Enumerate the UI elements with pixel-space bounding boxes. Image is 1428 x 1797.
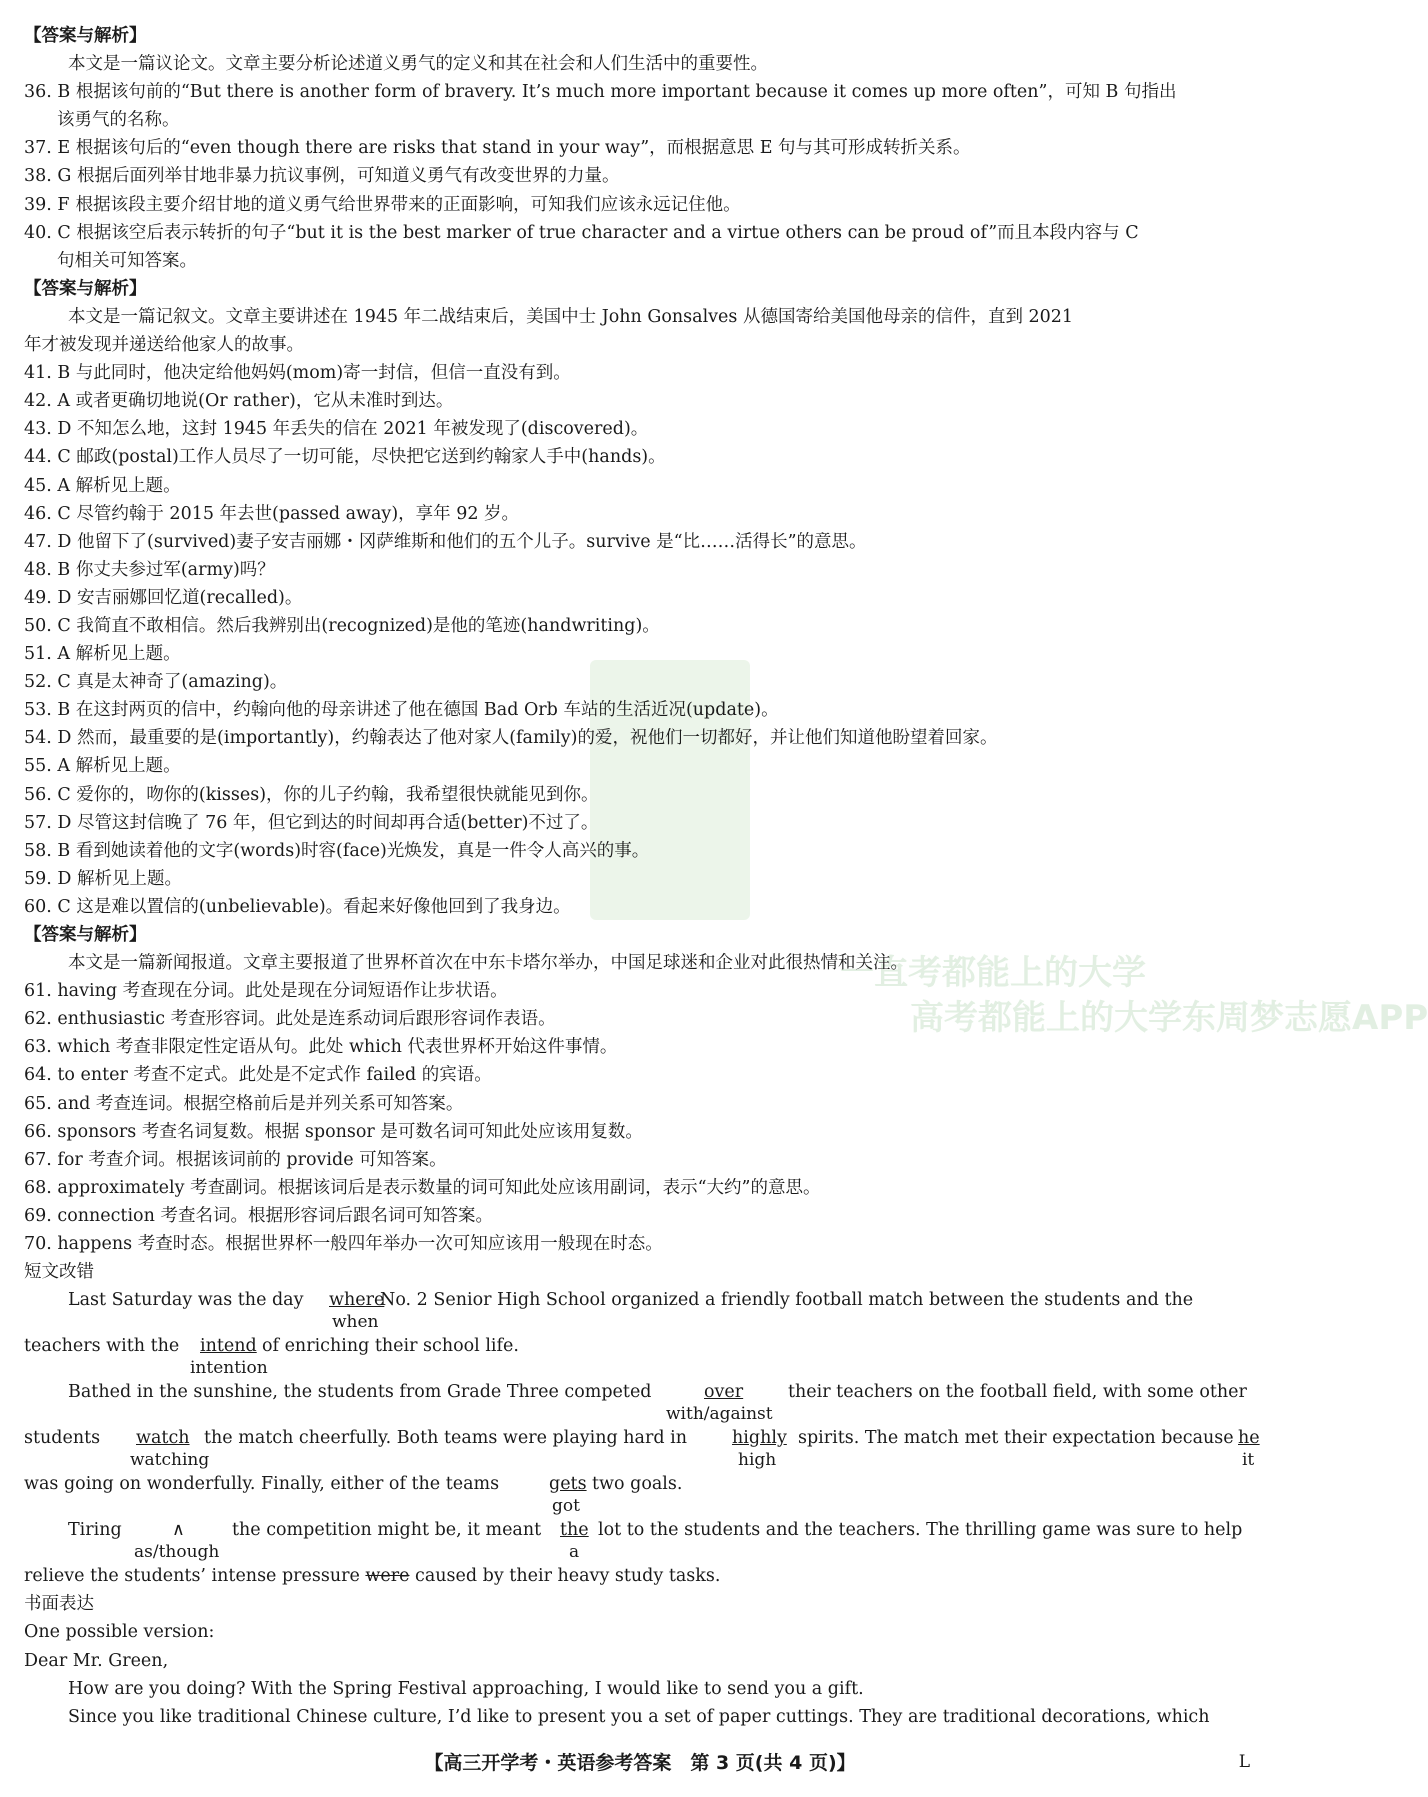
answer-item bbox=[24, 134, 1260, 162]
answer-item bbox=[24, 837, 1260, 865]
answer-item bbox=[24, 1005, 1260, 1033]
answer-number: 63. which bbox=[24, 1037, 111, 1058]
answer-item bbox=[24, 1061, 1260, 1089]
answer-number: 69. connection bbox=[24, 1205, 155, 1226]
answer-number: 68. approximately bbox=[24, 1177, 185, 1198]
answer-number: 47. D bbox=[24, 531, 72, 552]
correction-fix: it bbox=[1242, 1450, 1255, 1471]
answer-explanation: 真是太神奇了(amazing)。 bbox=[76, 672, 288, 693]
answer-explanation: 我简直不敢相信。然后我辨别出(recognized)是他的笔迹(handwriting)。 bbox=[76, 615, 660, 636]
writing-version: One possible version: bbox=[24, 1622, 215, 1643]
watermark-text: 一直考都能上的大学 bbox=[840, 953, 1146, 993]
answer-explanation: 然而，最重要的是(importantly)，约翰表达了他对家人(family)的爱，祝他们一切都好，并让他们知道他盼望着回家。 bbox=[77, 728, 998, 749]
correction-text: the competition might be, it meant bbox=[232, 1520, 542, 1541]
answer-item bbox=[24, 977, 1260, 1005]
answer-explanation: 或者更确切地说(Or rather)，它从未准时到达。 bbox=[75, 391, 454, 412]
section3-intro: 本文是一篇新闻报道。文章主要报道了世界杯首次在中东卡塔尔举办，中国足球迷和企业对此很热情和关注。 bbox=[68, 953, 908, 974]
page-content bbox=[24, 22, 1260, 1731]
answer-item bbox=[24, 472, 1260, 500]
answer-explanation: 考查形容词。此处是连系动词后跟形容词作表语。 bbox=[170, 1009, 556, 1030]
answer-item bbox=[24, 809, 1260, 837]
correction-error: over bbox=[704, 1382, 744, 1403]
answer-explanation: 看到她读着他的文字(words)时容(face)光焕发，真是一件令人高兴的事。 bbox=[75, 840, 650, 861]
correction-line-1 bbox=[24, 1286, 1260, 1332]
answer-item bbox=[24, 1033, 1260, 1061]
answer-explanation: 考查不定式。此处是不定式作 failed 的宾语。 bbox=[133, 1065, 492, 1086]
correction-text: of enriching their school life. bbox=[262, 1336, 519, 1357]
correction-fix: when bbox=[332, 1312, 379, 1333]
answer-number: 49. D bbox=[24, 587, 72, 608]
answer-explanation: 解析见上题。 bbox=[75, 475, 181, 496]
correction-line-4 bbox=[24, 1424, 1260, 1470]
answer-item bbox=[24, 528, 1260, 556]
answer-number: 43. D bbox=[24, 419, 72, 440]
answer-explanation: 考查连词。根据空格前后是并列关系可知答案。 bbox=[95, 1093, 464, 1114]
answer-explanation: 考查介词。根据该词前的 provide 可知答案。 bbox=[88, 1149, 447, 1170]
correction-text: Last Saturday was the day bbox=[68, 1290, 304, 1311]
writing-paragraph-1: How are you doing? With the Spring Festival approaching, I would like to send you a gift. bbox=[68, 1678, 864, 1699]
section1-intro: 本文是一篇议论文。文章主要分析论述道义勇气的定义和其在社会和人们生活中的重要性。 bbox=[68, 54, 768, 75]
answer-number: 70. happens bbox=[24, 1234, 133, 1255]
answer-item bbox=[24, 1090, 1260, 1118]
correction-text: was going on wonderfully. Finally, either of the teams bbox=[24, 1474, 500, 1495]
answer-item bbox=[24, 696, 1260, 724]
footer-mark: L bbox=[1238, 1752, 1250, 1772]
answer-explanation: 安吉丽娜回忆道(recalled)。 bbox=[77, 587, 303, 608]
correction-fix: as/though bbox=[134, 1542, 220, 1563]
answer-explanation: 他留下了(survived)妻子安吉丽娜・冈萨维斯和他们的五个儿子。survive 是“比……活得长”的意思。 bbox=[77, 531, 867, 552]
insert-caret: ∧ bbox=[172, 1520, 185, 1541]
answer-item bbox=[24, 219, 1260, 247]
correction-fix: watching bbox=[130, 1450, 210, 1471]
correction-line-6 bbox=[24, 1516, 1260, 1562]
answer-explanation: 解析见上题。 bbox=[75, 644, 181, 665]
correction-text: Bathed in the sunshine, the students from Grade Three competed bbox=[68, 1382, 652, 1403]
answer-explanation: 考查名词复数。根据 sponsor 是可数名词可知此处应该用复数。 bbox=[141, 1121, 643, 1142]
answer-number: 42. A bbox=[24, 391, 71, 412]
section1-answers bbox=[24, 78, 1260, 275]
correction-error: the bbox=[560, 1520, 589, 1541]
answer-number: 62. enthusiastic bbox=[24, 1009, 166, 1030]
answer-item bbox=[24, 78, 1260, 106]
answer-number: 58. B bbox=[24, 840, 71, 861]
answer-number: 53. B bbox=[24, 700, 71, 721]
answer-explanation: 考查现在分词。此处是现在分词短语作让步状语。 bbox=[122, 981, 508, 1002]
answer-item bbox=[24, 162, 1260, 190]
answer-number: 55. A bbox=[24, 756, 71, 777]
answer-explanation: 解析见上题。 bbox=[77, 868, 183, 889]
writing-heading: 书面表达 bbox=[24, 1594, 94, 1615]
page-footer: 【高三开学考・英语参考答案 第 3 页(共 4 页)】 bbox=[424, 1752, 856, 1774]
correction-line-3 bbox=[24, 1378, 1260, 1424]
answer-number: 67. for bbox=[24, 1149, 83, 1170]
section2-intro: 本文是一篇记叙文。文章主要讲述在 1945 年二战结束后，美国中士 John Gonsalves 从德国寄给美国他母亲的信件，直到 2021 bbox=[68, 306, 1074, 327]
answer-item bbox=[24, 668, 1260, 696]
answer-explanation: 根据该空后表示转折的句子“but it is the best marker of true character and a virtue others can be proud of”而且本段内容与 C bbox=[76, 222, 1139, 243]
answer-number: 50. C bbox=[24, 615, 71, 636]
answer-explanation: 不知怎么地，这封 1945 年丢失的信在 2021 年被发现了(discovered)。 bbox=[77, 419, 649, 440]
answer-item bbox=[24, 893, 1260, 921]
answer-explanation: 根据后面列举甘地非暴力抗议事例，可知道义勇气有改变世界的力量。 bbox=[76, 166, 620, 187]
correction-text: teachers with the bbox=[24, 1336, 180, 1357]
answer-item bbox=[24, 1202, 1260, 1230]
answer-explanation-cont: 句相关可知答案。 bbox=[57, 250, 197, 271]
writing-paragraph-2: Since you like traditional Chinese culture, I’d like to present you a set of paper cuttings. They are traditional decorations, which bbox=[68, 1706, 1210, 1727]
correction-fix: intention bbox=[190, 1358, 268, 1379]
answer-number: 60. C bbox=[24, 896, 71, 917]
answer-item bbox=[24, 612, 1260, 640]
answer-explanation: 根据该句后的“even though there are risks that stand in your way”，而根据意思 E 句与其可形成转折关系。 bbox=[75, 138, 971, 159]
answer-item bbox=[24, 1174, 1260, 1202]
correction-text: Tiring bbox=[68, 1520, 122, 1541]
answer-number: 38. G bbox=[24, 166, 72, 187]
correction-error: intend bbox=[200, 1336, 257, 1357]
answer-item bbox=[24, 1146, 1260, 1174]
answer-item bbox=[24, 584, 1260, 612]
answer-explanation: 考查时态。根据世界杯一般四年举办一次可知应该用一般现在时态。 bbox=[137, 1234, 663, 1255]
correction-text: their teachers on the football field, with some other bbox=[788, 1382, 1247, 1403]
answer-number: 54. D bbox=[24, 728, 72, 749]
answer-number: 66. sponsors bbox=[24, 1121, 137, 1142]
answer-number: 59. D bbox=[24, 868, 72, 889]
section2-answers bbox=[24, 359, 1260, 921]
answer-explanation: 你丈夫参过军(army)吗？ bbox=[75, 559, 275, 580]
answer-item bbox=[24, 415, 1260, 443]
answer-number: 57. D bbox=[24, 812, 72, 833]
answer-explanation: 考查非限定性定语从句。此处 which 代表世界杯开始这件事情。 bbox=[115, 1037, 618, 1058]
correction-error: where bbox=[329, 1290, 385, 1311]
answer-item bbox=[24, 500, 1260, 528]
correction-fix: high bbox=[738, 1450, 777, 1471]
answer-number: 64. to enter bbox=[24, 1065, 128, 1086]
answer-item bbox=[24, 387, 1260, 415]
answer-number: 46. C bbox=[24, 503, 71, 524]
answer-item bbox=[24, 781, 1260, 809]
section3-answers bbox=[24, 977, 1260, 1258]
correction-text: lot to the students and the teachers. The thrilling game was sure to help bbox=[598, 1520, 1243, 1541]
answer-number: 45. A bbox=[24, 475, 71, 496]
correction-text: No. 2 Senior High School organized a friendly football match between the students and the bbox=[380, 1290, 1194, 1311]
answer-explanation: 考查副词。根据该词后是表示数量的词可知此处应该用副词，表示“大约”的意思。 bbox=[190, 1177, 821, 1198]
answer-explanation: 在这封两页的信中，约翰向他的母亲讲述了他在德国 Bad Orb 车站的生活近况(update)。 bbox=[75, 700, 779, 721]
answer-explanation: 考查名词。根据形容词后跟名词可知答案。 bbox=[160, 1205, 493, 1226]
correction-delete: were bbox=[365, 1566, 410, 1587]
answer-explanation: 邮政(postal)工作人员尽了一切可能，尽快把它送到约翰家人手中(hands)。 bbox=[76, 447, 666, 468]
watermark-text-2: 高考都能上的大学东周梦志愿APP bbox=[910, 998, 1428, 1038]
answer-number: 61. having bbox=[24, 981, 118, 1002]
answer-explanation: 尽管约翰于 2015 年去世(passed away)，享年 92 岁。 bbox=[76, 503, 520, 524]
answer-number: 52. C bbox=[24, 672, 71, 693]
correction-text: two goals. bbox=[592, 1474, 683, 1495]
answer-item bbox=[24, 191, 1260, 219]
correction-error: gets bbox=[549, 1474, 587, 1495]
correction-text: spirits. The match met their expectation because bbox=[798, 1428, 1234, 1449]
correction-line-2 bbox=[24, 1332, 1260, 1378]
answer-item bbox=[24, 556, 1260, 584]
correction-text: the match cheerfully. Both teams were playing hard in bbox=[204, 1428, 687, 1449]
answer-item bbox=[24, 443, 1260, 471]
answer-item bbox=[24, 359, 1260, 387]
answer-item bbox=[24, 640, 1260, 668]
answer-item bbox=[24, 724, 1260, 752]
correction-text: students bbox=[24, 1428, 101, 1449]
correction-line-5 bbox=[24, 1470, 1260, 1516]
correction-error: highly bbox=[732, 1428, 787, 1449]
correction-text: caused by their heavy study tasks. bbox=[409, 1566, 721, 1587]
answer-number: 56. C bbox=[24, 784, 71, 805]
answer-item bbox=[24, 1118, 1260, 1146]
answer-explanation: 根据该段主要介绍甘地的道义勇气给世界带来的正面影响，可知我们应该永远记住他。 bbox=[75, 194, 741, 215]
answer-item bbox=[24, 1230, 1260, 1258]
answer-explanation: 解析见上题。 bbox=[75, 756, 181, 777]
answer-explanation: 这是难以置信的(unbelievable)。看起来好像他回到了我身边。 bbox=[76, 896, 571, 917]
correction-error: watch bbox=[136, 1428, 190, 1449]
answer-number: 48. B bbox=[24, 559, 71, 580]
answer-explanation: 爱你的，吻你的(kisses)，你的儿子约翰，我希望很快就能见到你。 bbox=[76, 784, 599, 805]
answer-number: 40. C bbox=[24, 222, 71, 243]
correction-error: he bbox=[1238, 1428, 1260, 1449]
correction-fix: got bbox=[552, 1496, 580, 1517]
section2-intro-cont: 年才被发现并递送给他家人的故事。 bbox=[24, 335, 304, 356]
answer-number: 41. B bbox=[24, 363, 71, 384]
answer-number: 37. E bbox=[24, 138, 71, 159]
answer-item bbox=[24, 865, 1260, 893]
answer-explanation-cont: 该勇气的名称。 bbox=[57, 110, 180, 131]
answer-explanation: 与此同时，他决定给他妈妈(mom)寄一封信，但信一直没有到。 bbox=[75, 363, 571, 384]
writing-salutation: Dear Mr. Green, bbox=[24, 1650, 169, 1671]
correction-text: relieve the students’ intense pressure bbox=[24, 1566, 366, 1587]
answer-number: 39. F bbox=[24, 194, 70, 215]
correction-fix: a bbox=[569, 1542, 580, 1563]
answer-number: 36. B bbox=[24, 82, 71, 103]
answer-explanation: 尽管这封信晚了 76 年，但它到达的时间却再合适(better)不过了。 bbox=[77, 812, 599, 833]
section1-heading: 【答案与解析】 bbox=[24, 26, 147, 46]
answer-number: 51. A bbox=[24, 644, 71, 665]
correction-fix: with/against bbox=[666, 1404, 773, 1425]
section3-heading: 【答案与解析】 bbox=[24, 925, 147, 945]
answer-explanation: 根据该句前的“But there is another form of bravery. It’s much more important because it comes up more often”，可知 B 句指出 bbox=[75, 82, 1177, 103]
correction-line-7 bbox=[24, 1562, 1260, 1590]
correction-heading: 短文改错 bbox=[24, 1262, 94, 1283]
answer-number: 65. and bbox=[24, 1093, 91, 1114]
section2-heading: 【答案与解析】 bbox=[24, 278, 147, 299]
answer-item bbox=[24, 752, 1260, 780]
answer-number: 44. C bbox=[24, 447, 71, 468]
